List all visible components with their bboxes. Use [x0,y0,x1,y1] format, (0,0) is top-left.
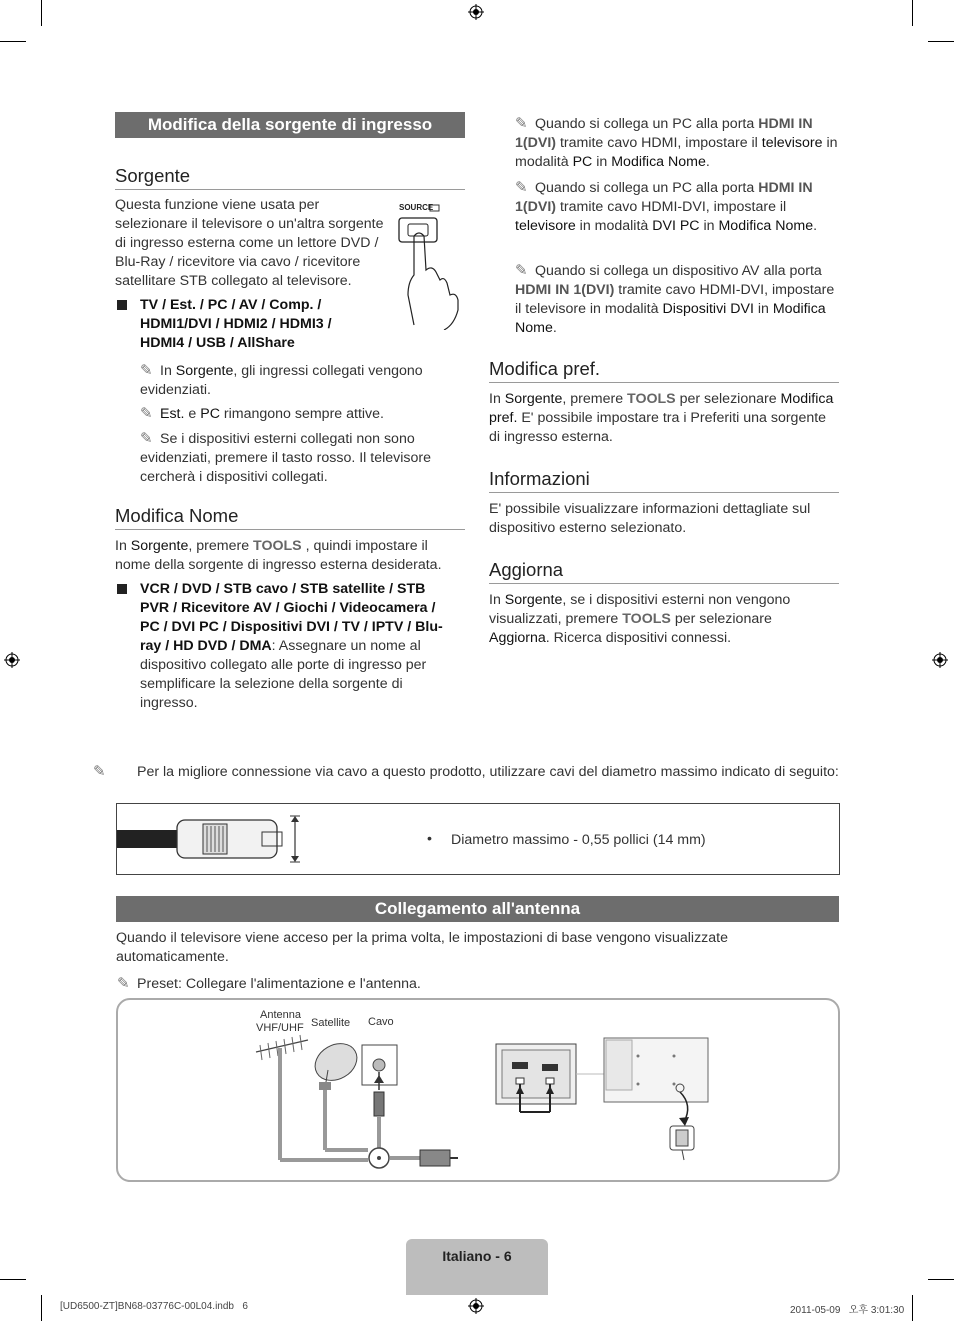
note-pencil-icon: ✎ [140,430,153,447]
label-satellite: Satellite [311,1017,351,1029]
note-pencil-icon: ✎ [515,179,528,196]
registration-mark-icon [468,4,484,20]
modifica-pref-paragraph: In Sorgente, premere TOOLS per selezionare Modifica pref. E' possibile impostare tra i Preferiti una sorgente di ingresso esterna. [489,391,834,445]
cable-note: ✎ Per la migliore connessione via cavo a questo prodotto, utilizzare cavi del diametro massimo indicato di seguito: [93,763,839,780]
source-label: SOURCE [399,203,434,212]
crop-mark [912,0,913,26]
heading-modifica-nome: Modifica Nome [115,505,465,530]
note-pencil-icon: ✎ [117,975,130,992]
note-pencil-icon: ✎ [140,405,153,422]
antenna-note: ✎ Preset: Collegare l'alimentazione e l'antenna. [117,975,421,992]
antenna-intro: Quando il televisore viene acceso per la prima volta, le impostazioni di base vengono visualizzate automaticamente. [116,930,728,965]
note-pencil-icon: ✎ [140,362,153,379]
crop-mark [0,41,26,42]
crop-mark [928,1279,954,1280]
section-title-antenna: Collegamento all'antenna [116,896,839,922]
note-sorgente-1: ✎ In Sorgente, gli ingressi collegati vengono evidenziati. [140,362,423,398]
source-list: TV / Est. / PC / AV / Comp. / HDMI1/DVI / HDMI2 / HDMI3 / HDMI4 / USB / AllShare [140,297,332,351]
device-name-list: VCR / DVD / STB cavo / STB satellite / STB PVR / Ricevitore AV / Giochi / Videocamera / PC / DVI PC / Dispositivi DVI / TV / IPTV / Blu-ray / HD DVD / DMA: Assegnare un nome al dispositivo collegato alle porte di ingresso per semplificare la selezione della sorgente di ingresso. [140,581,443,711]
footer-date: 2011-05-09 오후 3:01:30 [790,1305,905,1316]
note-sorgente-3: ✎ Se i dispositivi esterni collegati non sono evidenziati, premere il tasto rosso. Il televisore cercherà i dispositivi collegati. [140,430,431,485]
crop-mark [41,0,42,26]
crop-mark [0,1279,26,1280]
crop-mark [912,1295,913,1321]
heading-sorgente: Sorgente [115,165,465,190]
diameter-bullet: • [427,831,432,847]
note-pencil-icon: ✎ [515,262,528,279]
note-pencil-icon: ✎ [93,763,106,780]
modifica-nome-paragraph: In Sorgente, premere TOOLS , quindi impostare il nome della sorgente di ingresso esterna desiderata. [115,538,442,573]
diameter-text: Diametro massimo - 0,55 pollici (14 mm) [451,832,706,848]
label-vhf-uhf: VHF/UHF [256,1022,304,1034]
registration-mark-icon [4,652,20,668]
note-pencil-icon: ✎ [515,115,528,132]
label-antenna: Antenna [260,1009,301,1021]
source-button-illustration [396,200,471,330]
informazioni-paragraph: E' possibile visualizzare informazioni dettagliate sul dispositivo esterno selezionato. [489,501,811,536]
registration-mark-icon [932,652,948,668]
note-right-2: ✎ Quando si collega un PC alla porta HDMI IN 1(DVI) tramite cavo HDMI-DVI, impostare il televisore in modalità DVI PC in Modifica Nome. [515,179,818,234]
heading-aggiorna: Aggiorna [489,559,839,584]
note-right-1: ✎ Quando si collega un PC alla porta HDMI IN 1(DVI) tramite cavo HDMI, impostare il televisore in modalità PC in Modifica Nome. [515,115,838,170]
sorgente-intro: Questa funzione viene usata per selezionare il televisore o un'altra sorgente di ingresso esterna come un lettore DVD / Blu-Ray / ricevitore via cavo / ricevitore satellitare STB collegato al televisore. [115,197,384,289]
cable-diameter-box [116,803,840,875]
antenna-diagram [116,998,840,1182]
page-tab [406,1239,548,1295]
hand-pressing-icon [396,200,471,330]
label-cavo: Cavo [368,1016,394,1028]
heading-informazioni: Informazioni [489,468,839,493]
antenna-connection-illustration [118,1000,838,1180]
cable-connector-icon [117,804,307,874]
note-right-3: ✎ Quando si collega un dispositivo AV alla porta HDMI IN 1(DVI) tramite cavo HDMI-DVI, impostare il televisore in modalità Dispositivi DVI in Modifica Nome. [515,262,835,336]
note-sorgente-2: ✎ Est. e PC rimangono sempre attive. [140,405,384,422]
footer-file: [UD6500-ZT]BN68-03776C-00L04.indb 6 [60,1301,248,1312]
aggiorna-paragraph: In Sorgente, se i dispositivi esterni non vengono visualizzati, premere TOOLS per selezionare Aggiorna. Ricerca dispositivi connessi. [489,592,791,646]
page-number: Italiano - 6 [442,1248,512,1264]
heading-modifica-pref: Modifica pref. [489,358,839,383]
bullet-icon [117,584,127,594]
crop-mark [41,1295,42,1321]
registration-mark-icon [468,1298,484,1314]
crop-mark [928,41,954,42]
section-title-input-source: Modifica della sorgente di ingresso [115,112,465,138]
bullet-icon [117,300,127,310]
